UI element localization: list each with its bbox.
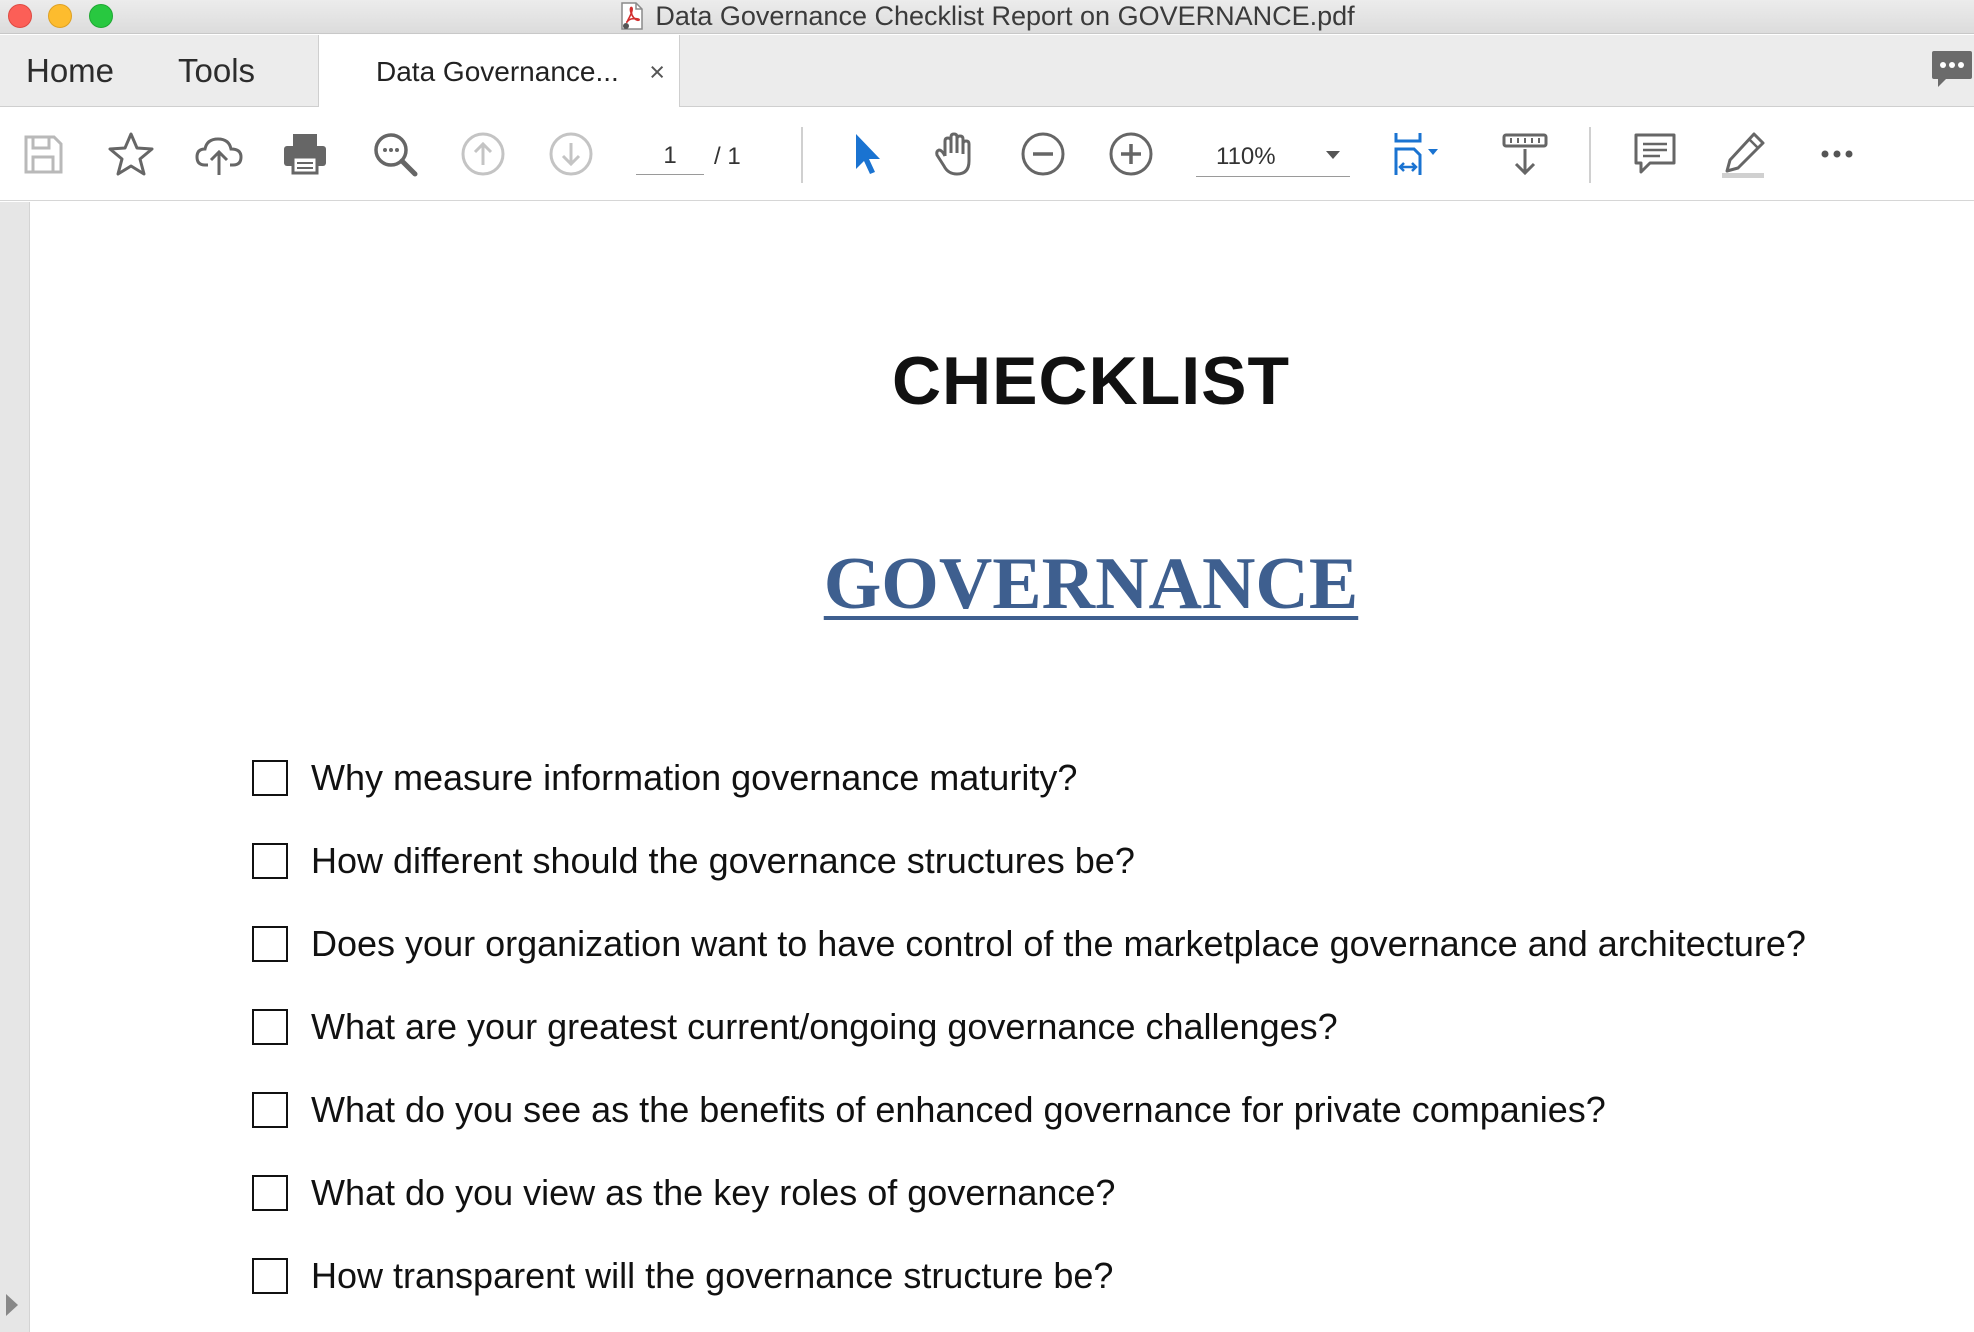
tab-tools[interactable]: Tools xyxy=(178,51,256,89)
document-subheading: GOVERNANCE xyxy=(823,543,1359,625)
checkbox[interactable] xyxy=(252,760,288,796)
tab-document[interactable] xyxy=(318,35,680,108)
checklist-item xyxy=(252,902,1972,985)
checklist-item-text: How different should the governance structures be? xyxy=(311,839,1135,881)
checklist-item xyxy=(252,819,1972,902)
checklist-item xyxy=(252,1068,1972,1151)
upload-cloud-icon[interactable] xyxy=(194,129,244,179)
toolbar xyxy=(0,107,1974,201)
window-titlebar xyxy=(0,0,1974,34)
pdf-page xyxy=(31,202,1974,1332)
window-title xyxy=(0,0,1974,32)
checklist-item xyxy=(252,1151,1972,1234)
bookmark-star-icon[interactable] xyxy=(106,129,156,179)
next-page-icon[interactable] xyxy=(546,129,596,179)
toolbar-divider xyxy=(801,127,803,183)
checkbox[interactable] xyxy=(252,926,288,962)
checklist-item-text: Does your organization want to have control of the marketplace governance and architecture? xyxy=(311,922,1806,964)
checklist xyxy=(252,736,1972,1317)
zoom-in-icon[interactable] xyxy=(1106,129,1156,179)
previous-page-icon[interactable] xyxy=(458,129,508,179)
checklist-item-text: Why measure information governance maturity? xyxy=(311,756,1078,798)
expand-pane-icon[interactable] xyxy=(6,1294,18,1316)
comment-icon[interactable] xyxy=(1630,129,1680,179)
highlight-pen-icon[interactable] xyxy=(1718,129,1768,179)
pdf-file-icon xyxy=(619,2,645,30)
select-pointer-icon[interactable] xyxy=(842,129,892,179)
checklist-item-text: How transparent will the governance structure be? xyxy=(311,1254,1114,1296)
tab-home[interactable]: Home xyxy=(26,51,115,89)
checklist-item-text: What do you see as the benefits of enhanced governance for private companies? xyxy=(311,1088,1606,1130)
checklist-item xyxy=(252,736,1972,819)
navigation-pane-collapsed xyxy=(0,202,30,1332)
more-icon[interactable] xyxy=(1812,129,1862,179)
zoom-level-value: 110% xyxy=(1216,142,1276,170)
checklist-item xyxy=(252,985,1972,1068)
window-title-text: Data Governance Checklist Report on GOVERNANCE.pdf xyxy=(655,0,1355,31)
document-tab-label: Data Governance... xyxy=(376,55,619,87)
checklist-item-text: What do you view as the key roles of governance? xyxy=(311,1171,1116,1213)
checkbox[interactable] xyxy=(252,1175,288,1211)
chat-icon[interactable] xyxy=(1930,47,1974,93)
save-icon[interactable] xyxy=(18,129,68,179)
page-total: / 1 xyxy=(714,143,741,170)
document-heading: CHECKLIST xyxy=(891,343,1291,419)
page-number-input[interactable]: 1 xyxy=(636,137,704,175)
checkbox[interactable] xyxy=(252,1092,288,1128)
checkbox[interactable] xyxy=(252,843,288,879)
close-tab-icon[interactable]: × xyxy=(649,57,665,87)
checklist-item xyxy=(252,1234,1972,1317)
tab-bar xyxy=(0,35,1974,107)
checklist-item-text: What are your greatest current/ongoing governance challenges? xyxy=(311,1005,1338,1047)
zoom-search-icon[interactable] xyxy=(370,129,420,179)
checkbox[interactable] xyxy=(252,1009,288,1045)
zoom-level-dropdown[interactable] xyxy=(1196,137,1350,177)
hand-tool-icon[interactable] xyxy=(930,129,980,179)
scroll-mode-icon[interactable] xyxy=(1500,129,1550,179)
toolbar-divider xyxy=(1589,127,1591,183)
fit-page-icon[interactable] xyxy=(1390,129,1440,179)
checkbox[interactable] xyxy=(252,1258,288,1294)
chevron-down-icon xyxy=(1326,151,1340,159)
zoom-out-icon[interactable] xyxy=(1018,129,1068,179)
print-icon[interactable] xyxy=(280,129,330,179)
